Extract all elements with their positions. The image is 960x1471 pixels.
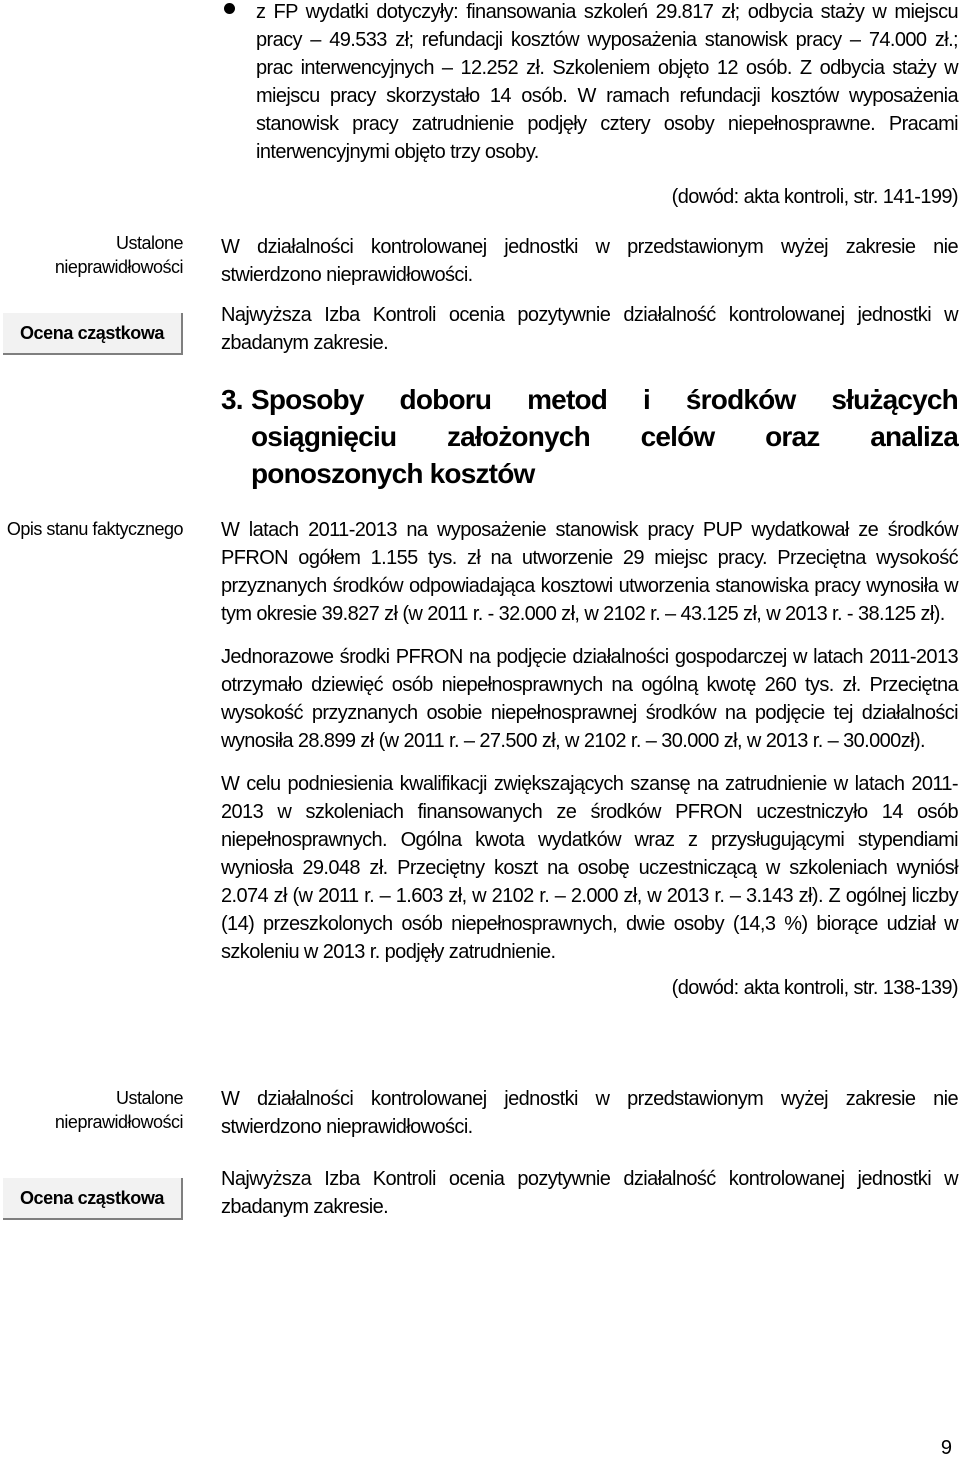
- section-number: 3.: [221, 384, 243, 415]
- side-label-assessment-2: Ocena cząstkowa: [3, 1178, 183, 1220]
- bullet-icon: [224, 3, 235, 14]
- side-label-findings-2: Ustalone nieprawidłowości: [54, 1088, 183, 1132]
- findings-text-1: W działalności kontrolowanej jednostki w przedstawionym wyżej zakresie nie stwierdzono nieprawidłowości.: [221, 236, 958, 286]
- state-description: [221, 516, 958, 1002]
- paragraph-1: W latach 2011-2013 na wyposażenie stanowisk pracy PUP wydatkował ze środków PFRON ogółem 1.155 tys. zł na utworzenie 29 miejsc pracy. Przeciętna wysokość przyznanych środków odpowiadająca kosztowi utworzenia stanowiska pracy wynosiła w tym okresie 39.827 zł (w 2011 r. - 32.000 zł, w 2102 r. – 43.125 zł, w 2013 r. - 38.125 zł).: [221, 519, 958, 625]
- bullet-text: z FP wydatki dotyczyły: finansowania szkoleń 29.817 zł; odbycia staży w miejscu pracy – 49.533 zł; refundacji kosztów wyposażenia stanowisk pracy – 74.000 zł.; prac interwencyjnych – 12.252 zł. Szkoleniem objęto 12 osób. Z odbycia staży w miejscu pracy skorzystało 14 osób. W ramach refundacji kosztów wyposażenia stanowisk pracy zatrudnienie podjęły cztery osoby niepełnosprawne. Pracami interwencyjnymi objęto trzy osoby.: [256, 1, 958, 163]
- side-label-assessment-1: Ocena cząstkowa: [3, 313, 183, 355]
- paragraph-3: W celu podniesienia kwalifikacji zwiększających szansę na zatrudnienie w latach 2011-2013 w szkoleniach finansowanych ze środków PFRON uczestniczyło 14 osób niepełnosprawnych. Ogólna kwota wydatków wraz z przysługującymi stypendiami wyniosła 29.048 zł. Przeciętny koszt na osobę uczestniczącą w szkoleniach wyniósł 2.074 zł (w 2011 r. – 1.603 zł, w 2102 r. – 2.000 zł, w 2013 r. – 3.143 zł). Z ogólnej liczby (14) przeszkolonych osób niepełnosprawnych, dwie osoby (14,3 %) biorące udział w szkoleniu w 2013 r. podjęły zatrudnienie.: [221, 773, 958, 963]
- section-heading: [221, 381, 958, 492]
- source-reference-1: (dowód: akta kontroli, str. 141-199): [671, 186, 958, 208]
- findings-text-2: W działalności kontrolowanej jednostki w przedstawionym wyżej zakresie nie stwierdzono nieprawidłowości.: [221, 1088, 958, 1138]
- assessment-text-2: Najwyższa Izba Kontroli ocenia pozytywnie działalność kontrolowanej jednostki w zbadanym zakresie.: [221, 1168, 958, 1218]
- side-label-findings-1: Ustalone nieprawidłowości: [54, 233, 183, 277]
- page-number: 9: [940, 1437, 952, 1459]
- paragraph-2: Jednorazowe środki PFRON na podjęcie działalności gospodarczej w latach 2011-2013 otrzymało dziewięć osób niepełnosprawnych na ogólną kwotę 260 tys. zł. Przeciętna wysokość przyznanych osobie niepełnosprawnej środków na podjęcie tej działalności wynosiła 28.899 zł (w 2011 r. – 27.500 zł, w 2102 r. – 30.000 zł, w 2013 r. – 30.000zł).: [221, 646, 958, 752]
- bullet-item: [256, 0, 958, 166]
- section-title: Sposoby doboru metod i środków służących osiągnięciu założonych celów oraz analiza ponoszonych kosztów: [251, 384, 958, 489]
- source-reference-2: (dowód: akta kontroli, str. 138-139): [671, 977, 958, 999]
- assessment-text-1: Najwyższa Izba Kontroli ocenia pozytywnie działalność kontrolowanej jednostki w zbadanym zakresie.: [221, 304, 958, 354]
- side-label-state: Opis stanu faktycznego: [6, 519, 183, 539]
